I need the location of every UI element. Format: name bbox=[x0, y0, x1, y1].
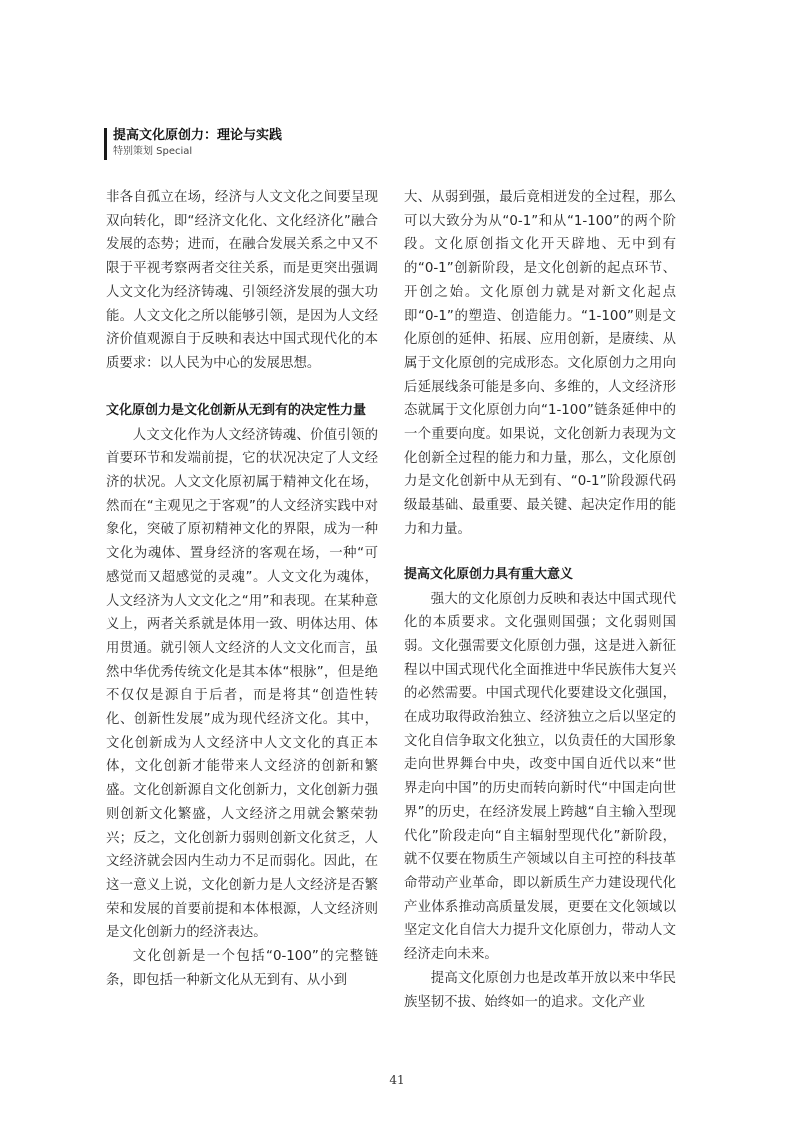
body-paragraph: 大、从弱到强，最后竟相迸发的全过程，那么可以大致分为从“0-1”和从“1-100”的两个阶段。文化原创指文化开天辟地、无中到有的“0-1”创新阶段，是文化创新的起点环节、开创之始。文化原创力就是对新文化起点即“0-1”的塑造、创造能力。“1-100”则是文化原创的延伸、拓展、应用创新，是赓续、从属于文化原创的完成形态。文化原创力之用向后延展线条可能是多向、多维的，人文经济形态就属于文化原创力向“1-100”链条延伸中的一个重要向度。如果说，文化创新力表现为文化创新全过程的能力和力量，那么，文化原创力是文化创新中从无到有、“0-1”阶段源代码级最基础、最重要、最关键、起决定作用的能力和力量。 bbox=[404, 190, 676, 537]
body-paragraph: 非各自孤立在场，经济与人文文化之间要呈现双向转化，即“经济文化化、文化经济化”融合发展的态势；进而，在融合发展关系之中又不限于平视考察两者交往关系，而是更突出强调人文文化为经济铸魂、引领经济发展的强大功能。人文文化之所以能够引领，是因为人文经济价值观源自于反映和表达中国式现代化的本质要求：以人民为中心的发展思想。 bbox=[106, 190, 378, 371]
running-header bbox=[104, 128, 282, 160]
section-heading: 提高文化原创力具有重大意义 bbox=[404, 566, 574, 582]
section-heading: 文化原创力是文化创新从无到有的决定性力量 bbox=[106, 402, 367, 418]
section-subtitle: 特别策划 Special bbox=[113, 146, 193, 157]
body-paragraph: 提高文化原创力也是改革开放以来中华民族坚韧不拔、始终如一的追求。文化产业 bbox=[404, 970, 676, 1010]
right-column bbox=[404, 186, 676, 1014]
body-paragraph: 文化创新是一个包括“0-100”的完整链条，即包括一种新文化从无到有、从小到 bbox=[106, 949, 378, 988]
body-paragraph: 人文文化作为人文经济铸魂、价值引领的首要环节和发端前提，它的状况决定了人文经济的状况。人文文化原初属于精神文化在场，然而在“主观见之于客观”的人文经济实践中对象化，突破了原初精神文化的界限，成为一种文化为魂体、置身经济的客观在场，一种“可感觉而又超感觉的灵魂”。人文文化为魂体，人文经济为人文文化之“用”和表现。在某种意义上，两者关系就是体用一致、明体达用、体用贯通。就引领人文经济的人文文化而言，虽然中华优秀传统文化是其本体“根脉”，但是绝不仅仅是源自于后者，而是将其“创造性转化、创新性发展”成为现代经济文化。其中，文化创新成为人文经济中人文文化的真正本体，文化创新才能带来人文经济的创新和繁盛。文化创新源自文化创新力，文化创新力强则创新文化繁盛，人文经济之用就会繁荣勃兴；反之，文化创新力弱则创新文化贫乏，人文经济就会因内生动力不足而弱化。因此，在这一意义上说，文化创新力是人文经济是否繁荣和发展的首要前提和本体根源，人文经济则是文化创新力的经济表达。 bbox=[106, 427, 378, 941]
body-paragraph: 强大的文化原创力反映和表达中国式现代化的本质要求。文化强则国强；文化弱则国弱。文化强需要文化原创力强，这是进入新征程以中国式现代化全面推进中华民族伟大复兴的必然需要。中国式现代化要建设文化强国，在成功取得政治独立、经济独立之后以坚定的文化自信争取文化独立，以负责任的大国形象走向世界舞台中央，改变中国自近代以来“世界走向中国”的历史而转向新时代“中国走向世界”的历史，在经济发展上跨越“自主输入型现代化”阶段走向“自主辐射型现代化”新阶段，就不仅要在物质生产领域以自主可控的科技革命带动产业革命，即以新质生产力建设现代化产业体系推动高质量发展，更要在文化领域以坚定文化自信大力提升文化原创力，带动人文经济走向未来。 bbox=[404, 591, 676, 963]
section-title: 提高文化原创力：理论与实践 bbox=[113, 128, 283, 143]
left-column bbox=[106, 186, 378, 993]
page-number: 41 bbox=[389, 1073, 405, 1087]
